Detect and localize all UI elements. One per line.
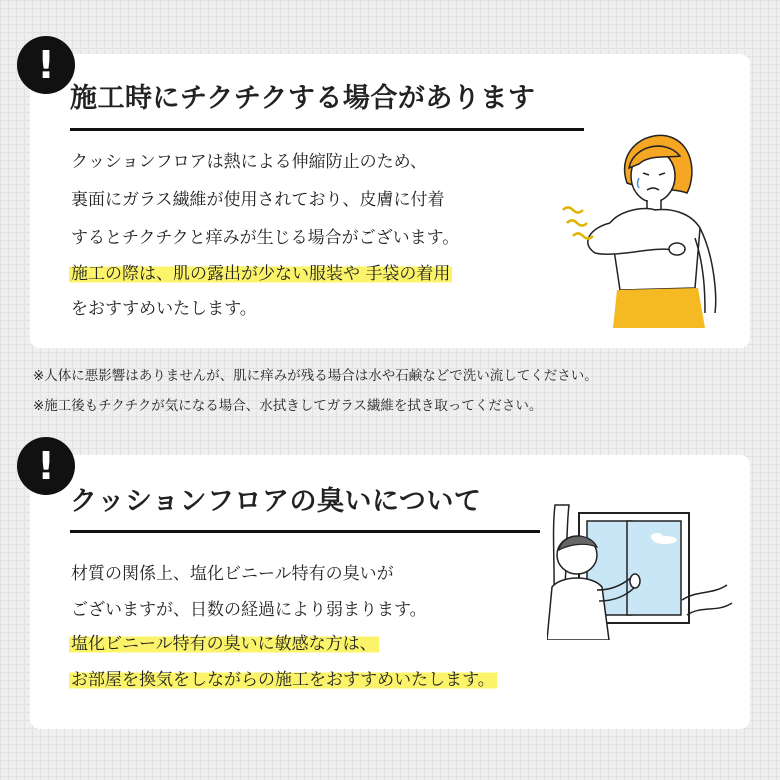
alert-icon: ! (17, 437, 75, 495)
itching-title: 施工時にチクチクする場合があります (70, 83, 536, 114)
note-line-1: ※人体に悪影響はありませんが、肌に痒みが残る場合は水や石鹸などで洗い流してください。 (33, 368, 598, 384)
itching-closing-line: をおすすめいたします。 (71, 299, 257, 319)
woman-itching-illustration (555, 128, 730, 328)
itching-highlight-line: 施工の際は、肌の露出が少ない服装や 手袋の着用 (71, 264, 451, 284)
odor-text-line-2: ございますが、日数の経過により弱まります。 (71, 600, 427, 620)
odor-highlight-line-1: 塩化ビニール特有の臭いに敏感な方は、 (71, 634, 377, 654)
itching-text-line-2: 裏面にガラス繊維が使用されており、皮膚に付着 (71, 190, 445, 210)
title-underline (70, 530, 540, 533)
man-opening-window-illustration (547, 495, 737, 640)
odor-text-line-1: 材質の関係上、塩化ビニール特有の臭いが (71, 564, 394, 584)
odor-title: クッションフロアの臭いについて (70, 486, 482, 517)
title-underline (70, 128, 584, 131)
itching-text-line-3: するとチクチクと痒みが生じる場合がございます。 (71, 228, 460, 248)
note-line-2: ※施工後もチクチクが気になる場合、水拭きしてガラス繊維を拭き取ってください。 (33, 398, 543, 414)
odor-highlight-line-2: お部屋を換気をしながらの施工をおすすめいたします。 (71, 670, 495, 690)
alert-icon: ! (17, 36, 75, 94)
itching-text-line-1: クッションフロアは熱による伸縮防止のため、 (71, 152, 427, 172)
